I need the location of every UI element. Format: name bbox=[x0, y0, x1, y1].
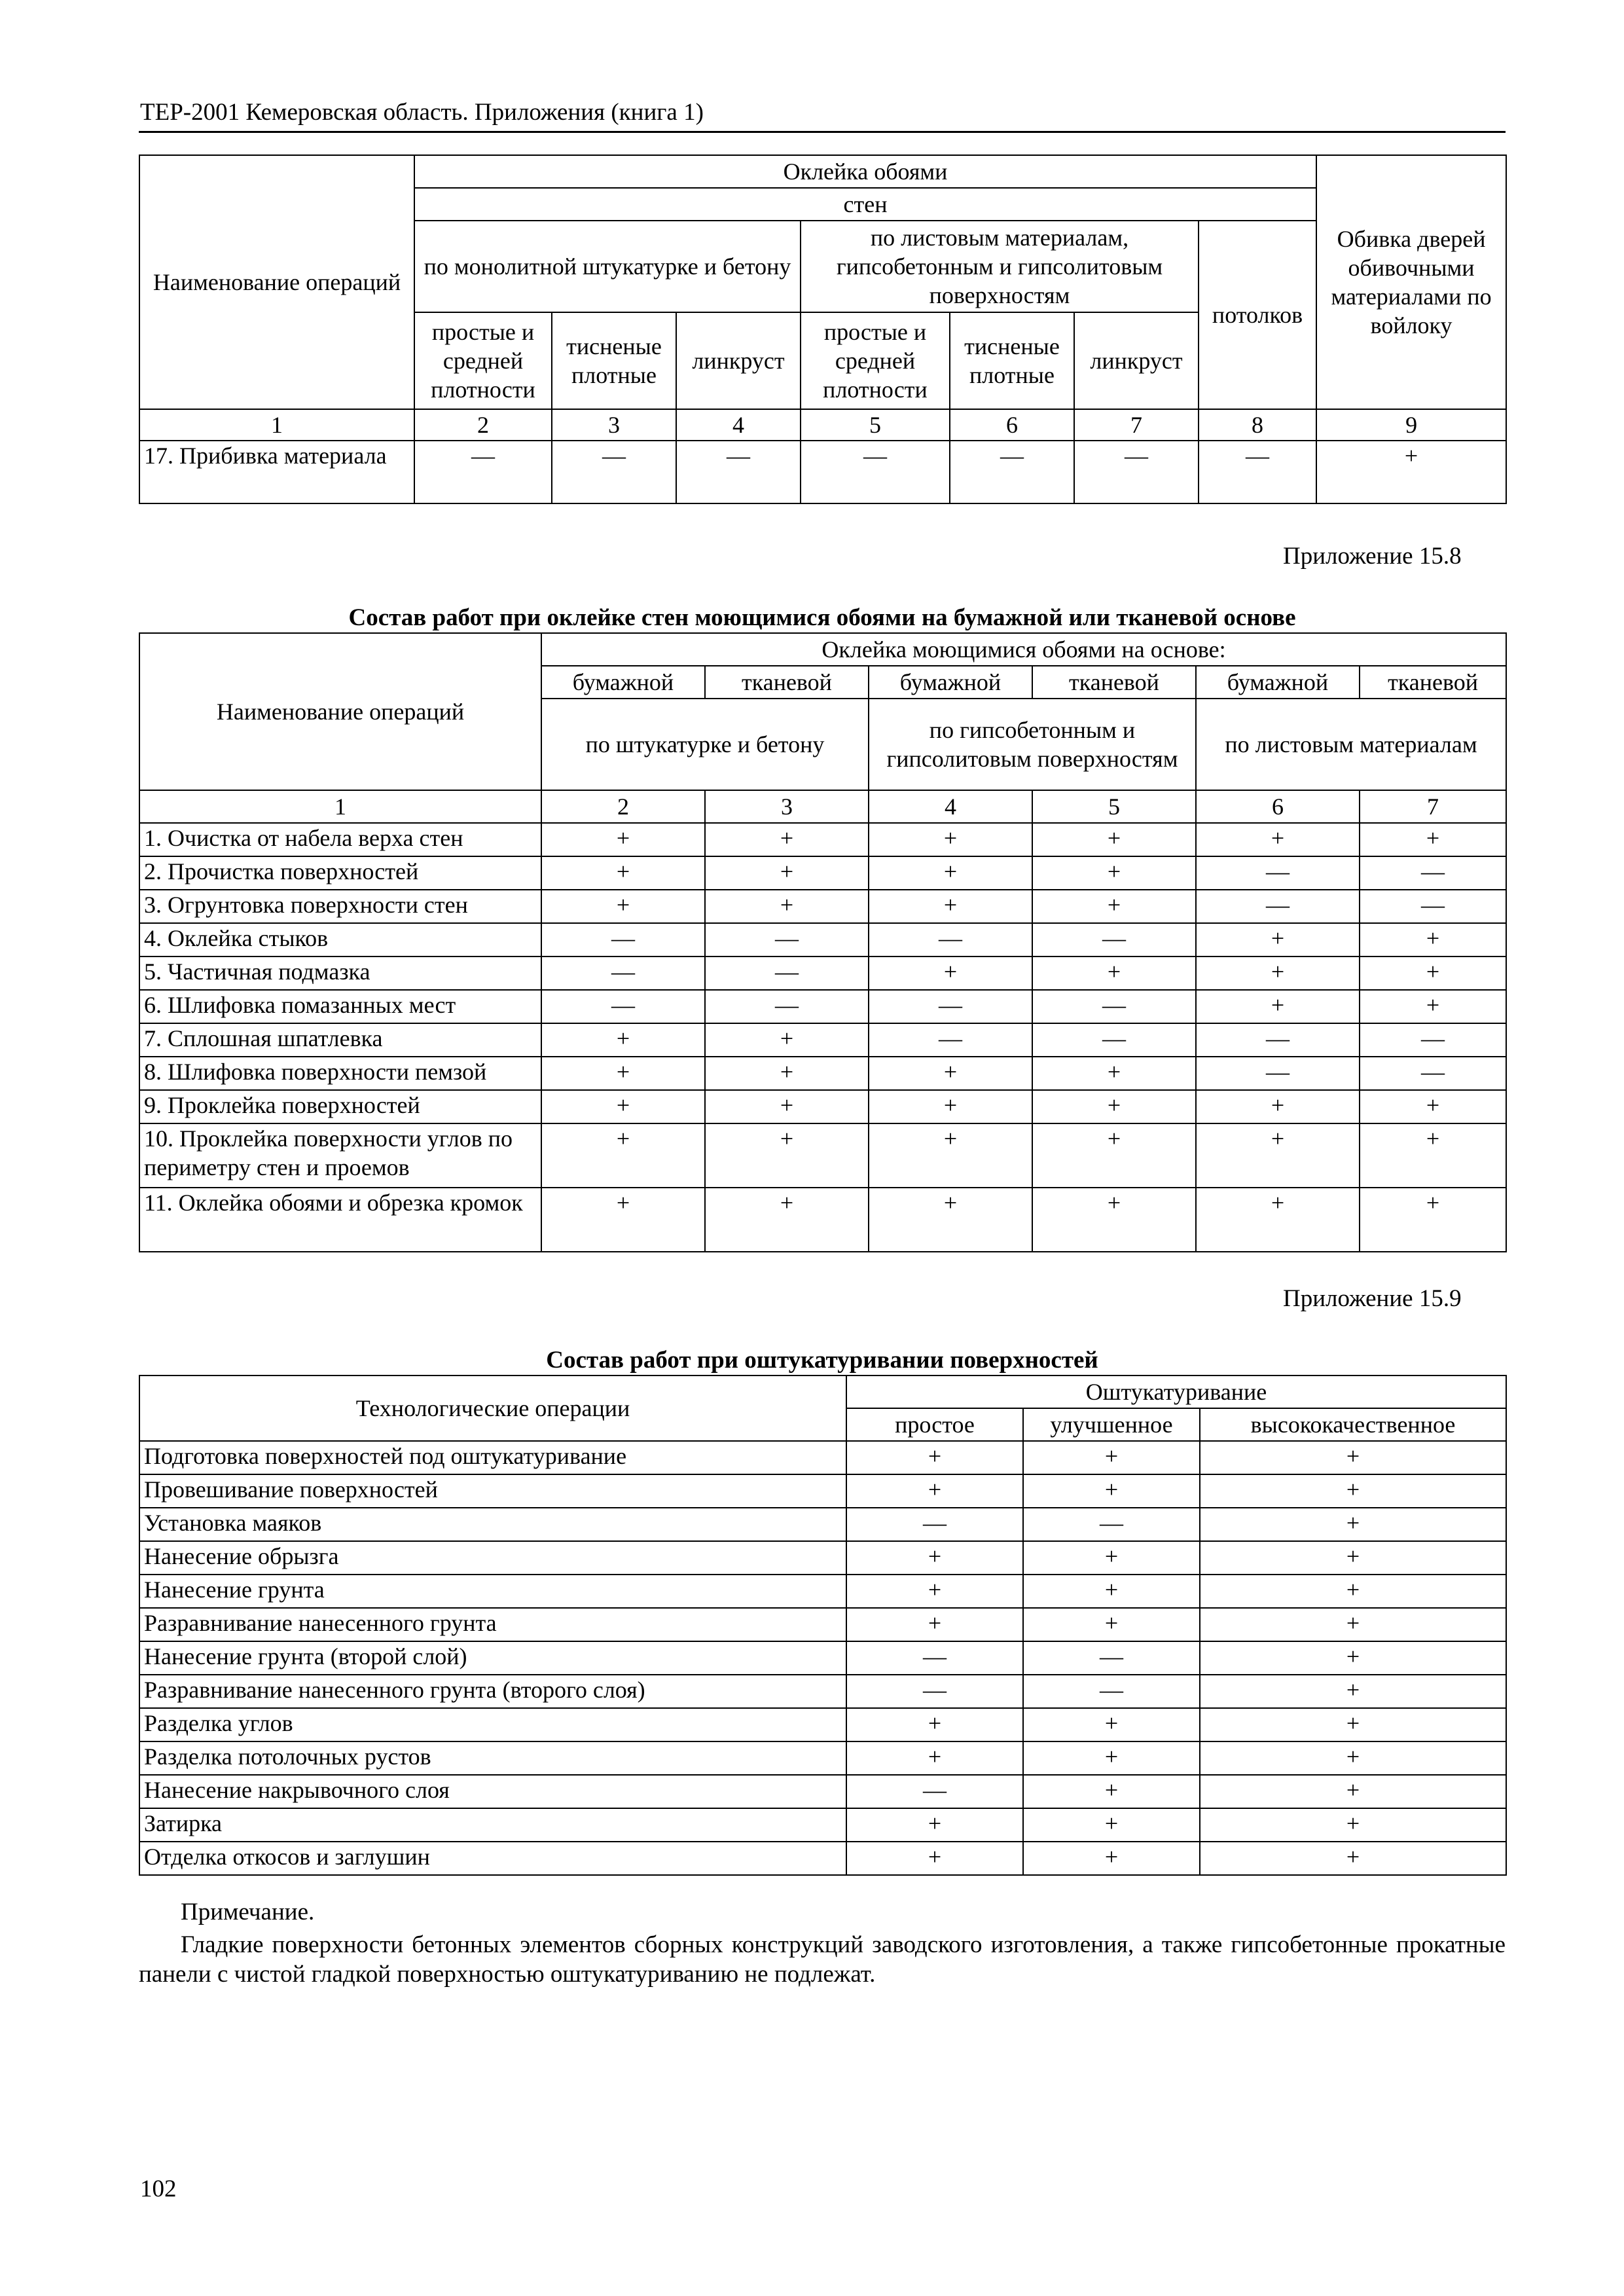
cell-mark: + bbox=[846, 1474, 1023, 1508]
t3-col: простое bbox=[846, 1408, 1023, 1441]
cell-mark: + bbox=[1316, 441, 1506, 503]
table-row bbox=[139, 923, 1506, 957]
operation-name: 7. Сплошная шпатлевка bbox=[139, 1023, 541, 1057]
cell-mark: — bbox=[1360, 856, 1506, 890]
cell-mark: + bbox=[1200, 1842, 1506, 1875]
cell-mark: — bbox=[1199, 441, 1316, 503]
t3-header-name: Технологические операции bbox=[139, 1376, 846, 1441]
cell-mark: — bbox=[541, 957, 705, 990]
table-plastering bbox=[139, 1375, 1507, 1876]
cell-mark: — bbox=[541, 990, 705, 1023]
cell-mark: + bbox=[1360, 1090, 1506, 1123]
cell-mark: + bbox=[1200, 1708, 1506, 1741]
table-row bbox=[139, 1708, 1506, 1741]
cell-mark: — bbox=[1032, 1023, 1196, 1057]
cell-mark: + bbox=[1023, 1441, 1200, 1474]
col-number: 9 bbox=[1316, 409, 1506, 441]
cell-mark: + bbox=[1200, 1541, 1506, 1575]
operation-name: 9. Проклейка поверхностей bbox=[139, 1090, 541, 1123]
operation-name: Подготовка поверхностей под оштукатуривание bbox=[139, 1441, 846, 1474]
cell-mark: + bbox=[705, 1123, 869, 1188]
table-row bbox=[139, 990, 1506, 1023]
cell-mark: + bbox=[1032, 1188, 1196, 1252]
operation-name: 17. Прибивка материала bbox=[139, 441, 414, 503]
cell-mark: — bbox=[1023, 1508, 1200, 1541]
cell-mark: + bbox=[1196, 823, 1360, 856]
note-text: Гладкие поверхности бетонных элементов сборных конструкций заводского изготовления, а также гипсобетонные прокатные панели с чистой гладкой поверхностью оштукатуриванию не подлежат. bbox=[139, 1931, 1506, 1988]
operation-name: Нанесение накрывочного слоя bbox=[139, 1775, 846, 1808]
cell-mark: + bbox=[1196, 990, 1360, 1023]
cell-mark: + bbox=[705, 1188, 869, 1252]
cell-mark: + bbox=[1200, 1441, 1506, 1474]
table-row bbox=[139, 856, 1506, 890]
operation-name: 8. Шлифовка поверхности пемзой bbox=[139, 1057, 541, 1090]
operation-name: 3. Огрунтовка поверхности стен bbox=[139, 890, 541, 923]
table-row bbox=[139, 1023, 1506, 1057]
operation-name: Провешивание поверхностей bbox=[139, 1474, 846, 1508]
t1-header-doors: Обивка дверей обивочными материалами по войлоку bbox=[1316, 155, 1506, 409]
t2-surface: по штукатурке и бетону bbox=[541, 699, 869, 790]
cell-mark: + bbox=[869, 1123, 1032, 1188]
cell-mark: — bbox=[705, 957, 869, 990]
cell-mark: — bbox=[414, 441, 552, 503]
cell-mark: + bbox=[1032, 856, 1196, 890]
t2-surface: по листовым материалам bbox=[1196, 699, 1506, 790]
cell-mark: + bbox=[1196, 957, 1360, 990]
table-row bbox=[139, 1575, 1506, 1608]
cell-mark: + bbox=[705, 1023, 869, 1057]
table-row bbox=[139, 1842, 1506, 1875]
cell-mark: + bbox=[541, 1057, 705, 1090]
page-number: 102 bbox=[140, 2176, 177, 2202]
cell-mark: — bbox=[846, 1675, 1023, 1708]
cell-mark: + bbox=[846, 1708, 1023, 1741]
cell-mark: + bbox=[1023, 1808, 1200, 1842]
t2-number-row bbox=[139, 790, 1506, 823]
cell-mark: + bbox=[846, 1541, 1023, 1575]
cell-mark: + bbox=[541, 856, 705, 890]
note-title: Примечание. bbox=[181, 1899, 315, 1925]
table-row bbox=[139, 1641, 1506, 1675]
cell-mark: + bbox=[1196, 1123, 1360, 1188]
t1-sub: тисненые плотные bbox=[950, 312, 1074, 409]
cell-mark: + bbox=[541, 1123, 705, 1188]
cell-mark: + bbox=[1032, 1123, 1196, 1188]
t1-header-walls: стен bbox=[414, 188, 1316, 221]
operation-name: Нанесение грунта bbox=[139, 1575, 846, 1608]
cell-mark: + bbox=[1360, 1123, 1506, 1188]
t2-base: тканевой bbox=[705, 666, 869, 699]
cell-mark: + bbox=[1023, 1474, 1200, 1508]
t1-sub: линкруст bbox=[1074, 312, 1199, 409]
cell-mark: + bbox=[705, 823, 869, 856]
cell-mark: — bbox=[1032, 923, 1196, 957]
t2-header-name: Наименование операций bbox=[139, 633, 541, 790]
col-number: 6 bbox=[950, 409, 1074, 441]
operation-name: Затирка bbox=[139, 1808, 846, 1842]
cell-mark: — bbox=[705, 923, 869, 957]
operation-name: Разравнивание нанесенного грунта bbox=[139, 1608, 846, 1641]
cell-mark: + bbox=[541, 1188, 705, 1252]
cell-mark: + bbox=[846, 1741, 1023, 1775]
table-row bbox=[139, 1775, 1506, 1808]
table-row bbox=[139, 1541, 1506, 1575]
cell-mark: — bbox=[801, 441, 950, 503]
operation-name: 10. Проклейка поверхности углов по периметру стен и проемов bbox=[139, 1123, 541, 1188]
cell-mark: — bbox=[1196, 856, 1360, 890]
t2-base: бумажной bbox=[869, 666, 1032, 699]
col-number: 2 bbox=[541, 790, 705, 823]
cell-mark: + bbox=[869, 890, 1032, 923]
cell-mark: + bbox=[1032, 1057, 1196, 1090]
cell-mark: — bbox=[1032, 990, 1196, 1023]
cell-mark: + bbox=[1032, 890, 1196, 923]
operation-name: 11. Оклейка обоями и обрезка кромок bbox=[139, 1188, 541, 1252]
col-number: 5 bbox=[801, 409, 950, 441]
cell-mark: + bbox=[541, 1023, 705, 1057]
cell-mark: + bbox=[705, 1090, 869, 1123]
cell-mark: + bbox=[1023, 1608, 1200, 1641]
col-number: 1 bbox=[139, 409, 414, 441]
cell-mark: — bbox=[846, 1508, 1023, 1541]
cell-mark: — bbox=[1023, 1675, 1200, 1708]
cell-mark: — bbox=[869, 990, 1032, 1023]
cell-mark: + bbox=[846, 1808, 1023, 1842]
operation-name: Установка маяков bbox=[139, 1508, 846, 1541]
cell-mark: + bbox=[541, 890, 705, 923]
table-row bbox=[139, 1123, 1506, 1188]
col-number: 3 bbox=[552, 409, 676, 441]
cell-mark: — bbox=[1360, 1057, 1506, 1090]
table-row bbox=[139, 1188, 1506, 1252]
cell-mark: — bbox=[705, 990, 869, 1023]
col-number: 1 bbox=[139, 790, 541, 823]
cell-mark: + bbox=[1196, 1090, 1360, 1123]
cell-mark: + bbox=[1200, 1508, 1506, 1541]
table-row bbox=[139, 1808, 1506, 1842]
cell-mark: + bbox=[1360, 990, 1506, 1023]
cell-mark: + bbox=[1023, 1541, 1200, 1575]
cell-mark: + bbox=[869, 957, 1032, 990]
cell-mark: + bbox=[541, 1090, 705, 1123]
t3-col: улучшенное bbox=[1023, 1408, 1200, 1441]
t2-base: тканевой bbox=[1032, 666, 1196, 699]
table-row bbox=[139, 1508, 1506, 1541]
cell-mark: + bbox=[1032, 957, 1196, 990]
operation-name: 5. Частичная подмазка bbox=[139, 957, 541, 990]
col-number: 3 bbox=[705, 790, 869, 823]
cell-mark: + bbox=[541, 823, 705, 856]
cell-mark: — bbox=[1196, 1057, 1360, 1090]
cell-mark: + bbox=[1360, 823, 1506, 856]
table-row bbox=[139, 1474, 1506, 1508]
table2-caption: Состав работ при оклейке стен моющимися обоями на бумажной или тканевой основе bbox=[348, 604, 1296, 631]
t1-header-group: Оклейка обоями bbox=[414, 155, 1316, 188]
t2-surface: по гипсобетонным и гипсолитовым поверхностям bbox=[869, 699, 1196, 790]
table-row bbox=[139, 1441, 1506, 1474]
cell-mark: + bbox=[1200, 1741, 1506, 1775]
cell-mark: + bbox=[1360, 957, 1506, 990]
operation-name: 4. Оклейка стыков bbox=[139, 923, 541, 957]
cell-mark: — bbox=[552, 441, 676, 503]
t2-header-group: Оклейка моющимися обоями на основе: bbox=[541, 633, 1506, 666]
cell-mark: + bbox=[1200, 1808, 1506, 1842]
cell-mark: — bbox=[1023, 1641, 1200, 1675]
cell-mark: + bbox=[869, 1057, 1032, 1090]
cell-mark: + bbox=[1032, 823, 1196, 856]
t1-header-sheet: по листовым материалам, гипсобетонным и гипсолитовым поверхностям bbox=[801, 221, 1199, 312]
cell-mark: + bbox=[1196, 1188, 1360, 1252]
cell-mark: + bbox=[869, 1188, 1032, 1252]
table-washable-wallpaper bbox=[139, 632, 1507, 1252]
cell-mark: — bbox=[950, 441, 1074, 503]
operation-name: Разделка потолочных рустов bbox=[139, 1741, 846, 1775]
operation-name: 1. Очистка от набела верха стен bbox=[139, 823, 541, 856]
cell-mark: + bbox=[705, 856, 869, 890]
t1-sub: тисненые плотные bbox=[552, 312, 676, 409]
header-rule bbox=[139, 131, 1506, 133]
cell-mark: + bbox=[1200, 1775, 1506, 1808]
table-row bbox=[139, 1675, 1506, 1708]
table-wallpaper-continuation bbox=[139, 155, 1507, 504]
cell-mark: — bbox=[1360, 890, 1506, 923]
cell-mark: — bbox=[1074, 441, 1199, 503]
cell-mark: + bbox=[1360, 1188, 1506, 1252]
cell-mark: — bbox=[869, 923, 1032, 957]
col-number: 8 bbox=[1199, 409, 1316, 441]
cell-mark: + bbox=[1200, 1641, 1506, 1675]
cell-mark: — bbox=[1360, 1023, 1506, 1057]
cell-mark: + bbox=[846, 1441, 1023, 1474]
table-row bbox=[139, 441, 1506, 503]
operation-name: Нанесение обрызга bbox=[139, 1541, 846, 1575]
t2-base: бумажной bbox=[1196, 666, 1360, 699]
t1-number-row bbox=[139, 409, 1506, 441]
cell-mark: + bbox=[1023, 1575, 1200, 1608]
cell-mark: — bbox=[1196, 1023, 1360, 1057]
cell-mark: + bbox=[869, 856, 1032, 890]
col-number: 7 bbox=[1074, 409, 1199, 441]
cell-mark: + bbox=[1200, 1474, 1506, 1508]
cell-mark: + bbox=[705, 890, 869, 923]
cell-mark: — bbox=[846, 1641, 1023, 1675]
operation-name: Отделка откосов и заглушин bbox=[139, 1842, 846, 1875]
appendix-label-15-9: Приложение 15.9 bbox=[1283, 1285, 1462, 1312]
col-number: 5 bbox=[1032, 790, 1196, 823]
operation-name: 2. Прочистка поверхностей bbox=[139, 856, 541, 890]
cell-mark: — bbox=[1196, 890, 1360, 923]
t1-header-ceiling: потолков bbox=[1199, 221, 1316, 409]
table3-caption: Состав работ при оштукатуривании поверхностей bbox=[546, 1347, 1098, 1374]
cell-mark: + bbox=[1200, 1608, 1506, 1641]
cell-mark: + bbox=[1023, 1775, 1200, 1808]
cell-mark: + bbox=[1023, 1741, 1200, 1775]
cell-mark: + bbox=[1032, 1090, 1196, 1123]
table-row bbox=[139, 1741, 1506, 1775]
cell-mark: + bbox=[1196, 923, 1360, 957]
t2-base: тканевой bbox=[1360, 666, 1506, 699]
t3-col: высококачественное bbox=[1200, 1408, 1506, 1441]
t1-header-monolith: по монолитной штукатурке и бетону bbox=[414, 221, 801, 312]
table-row bbox=[139, 1090, 1506, 1123]
table-row bbox=[139, 890, 1506, 923]
col-number: 7 bbox=[1360, 790, 1506, 823]
cell-mark: + bbox=[846, 1608, 1023, 1641]
cell-mark: — bbox=[846, 1775, 1023, 1808]
operation-name: Разделка углов bbox=[139, 1708, 846, 1741]
cell-mark: + bbox=[1023, 1842, 1200, 1875]
cell-mark: + bbox=[1023, 1708, 1200, 1741]
cell-mark: + bbox=[869, 1090, 1032, 1123]
col-number: 4 bbox=[869, 790, 1032, 823]
cell-mark: + bbox=[1360, 923, 1506, 957]
operation-name: Нанесение грунта (второй слой) bbox=[139, 1641, 846, 1675]
t3-header-group: Оштукатуривание bbox=[846, 1376, 1506, 1408]
t2-base: бумажной bbox=[541, 666, 705, 699]
cell-mark: — bbox=[676, 441, 801, 503]
table-row bbox=[139, 1608, 1506, 1641]
table-row bbox=[139, 1057, 1506, 1090]
col-number: 4 bbox=[676, 409, 801, 441]
col-number: 6 bbox=[1196, 790, 1360, 823]
cell-mark: + bbox=[846, 1575, 1023, 1608]
cell-mark: — bbox=[869, 1023, 1032, 1057]
running-header: ТЕР-2001 Кемеровская область. Приложения (книга 1) bbox=[140, 99, 704, 126]
operation-name: Разравнивание нанесенного грунта (второго слоя) bbox=[139, 1675, 846, 1708]
appendix-label-15-8: Приложение 15.8 bbox=[1283, 543, 1462, 570]
cell-mark: + bbox=[869, 823, 1032, 856]
t1-header-name: Наименование операций bbox=[139, 155, 414, 409]
cell-mark: + bbox=[1200, 1675, 1506, 1708]
table-row bbox=[139, 823, 1506, 856]
cell-mark: + bbox=[1200, 1575, 1506, 1608]
operation-name: 6. Шлифовка помазанных мест bbox=[139, 990, 541, 1023]
table-row bbox=[139, 957, 1506, 990]
cell-mark: + bbox=[705, 1057, 869, 1090]
cell-mark: + bbox=[846, 1842, 1023, 1875]
t1-sub: простые и средней плотности bbox=[801, 312, 950, 409]
cell-mark: — bbox=[541, 923, 705, 957]
t1-sub: простые и средней плотности bbox=[414, 312, 552, 409]
t1-sub: линкруст bbox=[676, 312, 801, 409]
col-number: 2 bbox=[414, 409, 552, 441]
